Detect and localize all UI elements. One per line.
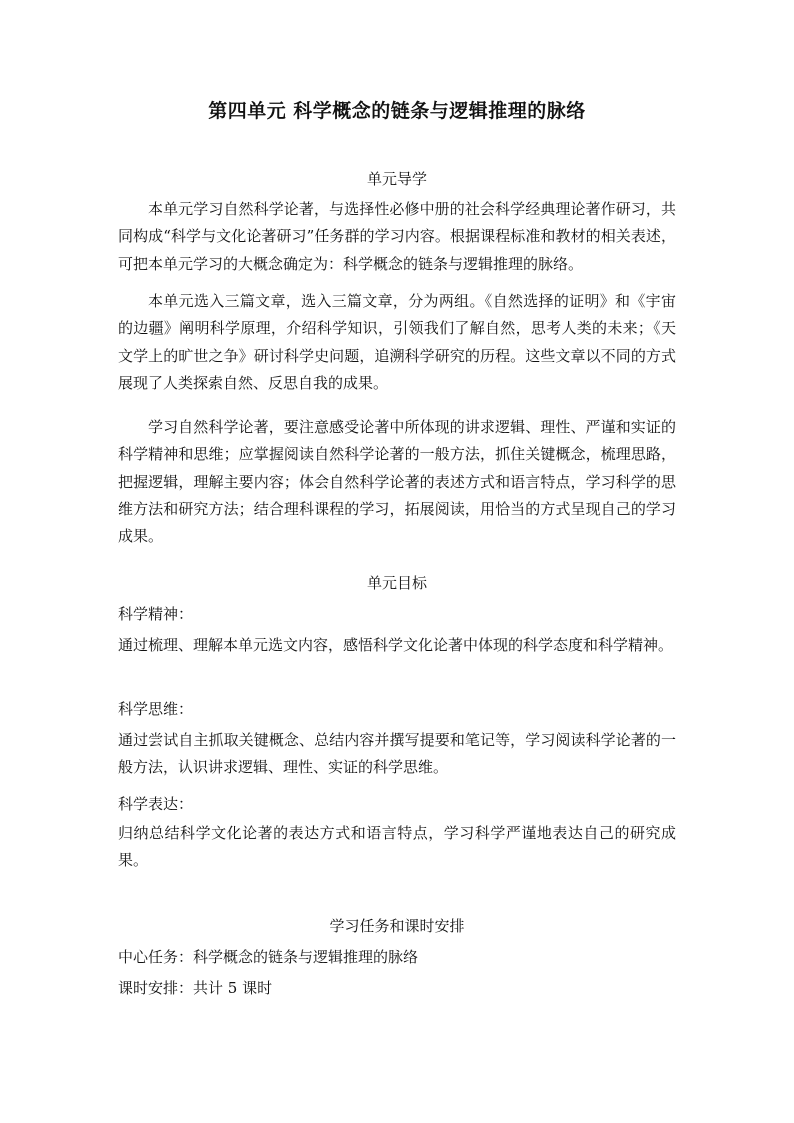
- section-heading-guide: 单元导学: [366, 170, 427, 188]
- goal-label-expression: 科学表达：: [118, 795, 194, 813]
- goal-text-thinking: 通过尝试自主抓取关键概念、总结内容并撰写提要和笔记等，学习阅读科学论著的一般方法，认识讲求逻辑、理性、实证的科学思维。: [118, 731, 676, 777]
- guide-paragraph-3: 学习自然科学论著，要注意感受论著中所体现的讲求逻辑、理性、严谨和实证的科学精神和思维；应掌握阅读自然科学论著的一般方法，抓住关键概念，梳理思路，把握逻辑，理解主要内容；体会自然科学论著的表述方式和语言特点，学习科学的思维方法和研究方法；结合理科课程的学习，拓展阅读，用恰当的方式呈现自己的学习成果。: [118, 418, 676, 546]
- guide-paragraph-1: 本单元学习自然科学论著，与选择性必修中册的社会科学经典理论著作研习，共同构成“科学与文化论著研习”任务群的学习内容。根据课程标准和教材的相关表述，可把本单元学习的大概念确定为：科学概念的链条与逻辑推理的脉络。: [118, 200, 676, 273]
- goal-label-thinking: 科学思维：: [118, 700, 194, 718]
- section-heading-goals: 单元目标: [366, 574, 427, 592]
- guide-paragraph-2: 本单元选入三篇文章，选入三篇文章，分为两组。《自然选择的证明》和《宇宙的边疆》阐明科学原理，介绍科学知识，引领我们了解自然，思考人类的未来；《天文学上的旷世之争》研讨科学史问题，追溯科学研究的历程。这些文章以不同的方式展现了人类探索自然、反思自我的成果。: [118, 292, 676, 392]
- central-task: 中心任务：科学概念的链条与逻辑推理的脉络: [118, 948, 419, 966]
- goal-label-spirit: 科学精神：: [118, 605, 194, 623]
- goal-text-expression: 归纳总结科学文化论著的表达方式和语言特点，学习科学严谨地表达自己的研究成果。: [118, 824, 676, 870]
- schedule: 课时安排：共计 5 课时: [118, 979, 273, 997]
- document-title: 第四单元 科学概念的链条与逻辑推理的脉络: [208, 100, 586, 122]
- section-heading-tasks: 学习任务和课时安排: [329, 917, 465, 935]
- goal-text-spirit: 通过梳理、理解本单元选文内容，感悟科学文化论著中体现的科学态度和科学精神。: [118, 636, 674, 654]
